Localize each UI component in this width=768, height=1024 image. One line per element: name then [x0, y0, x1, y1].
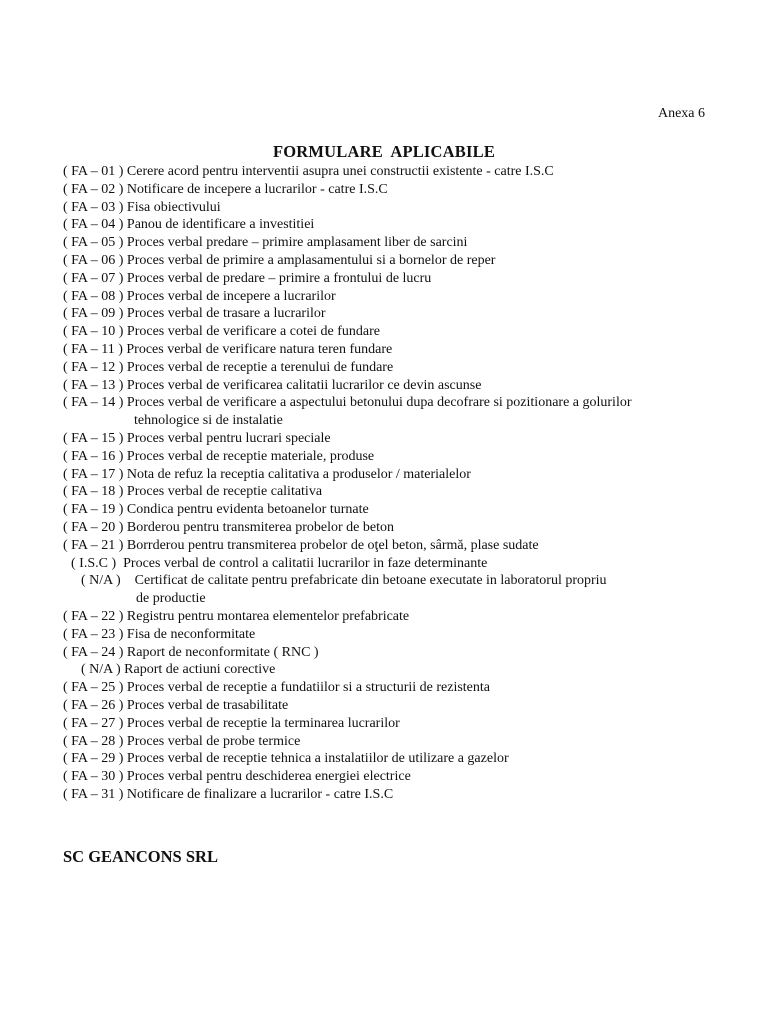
form-code: ( FA – 10 ) [63, 324, 127, 340]
list-item [63, 501, 743, 519]
form-title: Proces verbal predare – primire amplasament liber de sarcini [126, 235, 468, 251]
form-entry-row [63, 305, 743, 323]
form-entry-row [63, 377, 743, 395]
form-title: Proces verbal de verificare a cotei de fundare [126, 324, 380, 340]
form-code: ( FA – 25 ) [63, 680, 127, 696]
list-item [63, 323, 743, 341]
form-title: Proces verbal de verificare a aspectului betonului dupa decofrare si pozitionare a golurilor [126, 395, 632, 411]
list-item [63, 252, 743, 270]
form-title: Notificare de finalizare a lucrarilor - catre I.S.C [126, 786, 394, 802]
form-code: ( FA – 30 ) [63, 769, 127, 785]
form-entry-row [63, 216, 743, 234]
list-item [63, 359, 743, 377]
form-entry-row [63, 768, 743, 786]
list-item [63, 341, 743, 359]
form-title: Panou de identificare a investitiei [126, 217, 315, 233]
list-item [63, 537, 743, 555]
form-title: Borderou pentru transmiterea probelor de beton [126, 519, 394, 535]
form-title: Proces verbal de receptie materiale, produse [126, 448, 375, 464]
form-code: ( FA – 29 ) [63, 751, 127, 767]
form-code: ( FA – 05 ) [63, 235, 127, 251]
form-code: ( FA – 08 ) [63, 288, 127, 304]
form-title: Borrderou pentru transmiterea probelor de oţel beton, sârmă, plase sudate [126, 537, 539, 553]
list-item [63, 786, 743, 804]
form-code: ( FA – 01 ) [63, 164, 127, 179]
list-item [63, 181, 743, 199]
form-code: ( FA – 28 ) [63, 733, 127, 749]
form-title: Raport de actiuni corective [124, 662, 276, 678]
annex-label: Anexa 6 [657, 106, 705, 121]
form-title: Fisa obiectivului [126, 199, 221, 215]
form-entry-row [63, 501, 743, 519]
form-entry-row [63, 679, 743, 697]
list-item [63, 572, 743, 608]
form-title: Notificare de incepere a lucrarilor - catre I.S.C [126, 181, 388, 197]
form-code: ( N/A ) [81, 573, 135, 589]
form-code: ( N/A ) [81, 662, 125, 678]
form-entry-row [63, 483, 743, 501]
list-item [63, 697, 743, 715]
form-entry-row [63, 234, 743, 252]
form-code: ( FA – 16 ) [63, 448, 127, 464]
form-title: Proces verbal de primire a amplasamentului si a bornelor de reper [126, 252, 496, 268]
form-code: ( FA – 22 ) [63, 608, 127, 624]
form-entry-row [63, 608, 743, 626]
form-title: Proces verbal de incepere a lucrarilor [126, 288, 336, 304]
form-code: ( I.S.C ) [71, 555, 124, 571]
form-title: Fisa de neconformitate [126, 626, 256, 642]
form-title: Cerere acord pentru interventii asupra unei constructii existente - catre I.S.C [126, 164, 554, 179]
list-item [63, 626, 743, 644]
form-title: Proces verbal de trasare a lucrarilor [126, 306, 326, 322]
form-entry-row [63, 715, 743, 733]
form-code: ( FA – 09 ) [63, 306, 127, 322]
list-item [63, 270, 743, 288]
form-code: ( FA – 24 ) [63, 644, 127, 660]
form-title: Proces verbal de receptie a terenului de fundare [126, 359, 394, 375]
form-code: ( FA – 21 ) [63, 537, 127, 553]
form-title: Proces verbal de probe termice [126, 733, 301, 749]
list-item [63, 288, 743, 306]
list-item [63, 377, 743, 395]
list-item [63, 555, 743, 573]
form-code: ( FA – 02 ) [63, 181, 127, 197]
list-item [63, 644, 743, 662]
form-entry-row [63, 270, 743, 288]
form-title: Condica pentru evidenta betoanelor turnate [126, 502, 369, 518]
form-entry-row [63, 252, 743, 270]
list-item [63, 768, 743, 786]
form-title-continuation: tehnologice si de instalatie [134, 413, 283, 429]
form-title: Proces verbal pentru lucrari speciale [126, 430, 331, 446]
form-entry-row [63, 448, 743, 466]
list-item [63, 519, 743, 537]
form-entry-row [63, 163, 743, 181]
form-title: Proces verbal pentru deschiderea energiei electrice [126, 769, 411, 785]
list-item [63, 661, 743, 679]
form-entry-row [63, 519, 743, 537]
form-title: Proces verbal de receptie a fundatiilor si a structurii de rezistenta [126, 680, 490, 696]
list-item [63, 394, 743, 430]
form-title: Proces verbal de receptie calitativa [126, 484, 323, 500]
form-entry-row [63, 786, 743, 804]
form-entry-row [63, 181, 743, 199]
form-code: ( FA – 23 ) [63, 626, 127, 642]
form-title: Proces verbal de trasabilitate [126, 697, 289, 713]
form-entry-row [63, 288, 743, 306]
form-title: Registru pentru montarea elementelor prefabricate [126, 608, 410, 624]
list-item [63, 216, 743, 234]
form-code: ( FA – 06 ) [63, 252, 127, 268]
list-item [63, 750, 743, 768]
list-item [63, 466, 743, 484]
form-code: ( FA – 04 ) [63, 217, 127, 233]
form-code: ( FA – 31 ) [63, 786, 127, 802]
list-item [63, 430, 743, 448]
form-entry-row [63, 394, 743, 412]
form-code: ( FA – 20 ) [63, 519, 127, 535]
form-code: ( FA – 19 ) [63, 502, 127, 518]
form-code: ( FA – 03 ) [63, 199, 127, 215]
form-code: ( FA – 12 ) [63, 359, 127, 375]
form-title: Proces verbal de verificarea calitatii lucrarilor ce devin ascunse [126, 377, 482, 393]
form-code: ( FA – 13 ) [63, 377, 127, 393]
form-code: ( FA – 18 ) [63, 484, 127, 500]
form-entry-row [63, 555, 743, 573]
form-title: Proces verbal de receptie la terminarea lucrarilor [126, 715, 400, 731]
form-entry-row [63, 537, 743, 555]
form-code: ( FA – 26 ) [63, 697, 127, 713]
list-item [63, 733, 743, 751]
form-entry-row [63, 750, 743, 768]
form-code: ( FA – 15 ) [63, 430, 127, 446]
form-title: Raport de neconformitate ( RNC ) [126, 644, 319, 660]
form-title: Proces verbal de receptie tehnica a instalatiilor de utilizare a gazelor [126, 751, 509, 767]
form-entry-row [63, 644, 743, 662]
form-entry-row [63, 697, 743, 715]
form-entry-row [63, 733, 743, 751]
list-item [63, 448, 743, 466]
form-code: ( FA – 27 ) [63, 715, 127, 731]
form-title: Proces verbal de verificare natura teren fundare [126, 341, 393, 357]
form-title: Proces verbal de control a calitatii lucrarilor in faze determinante [123, 555, 488, 571]
form-title: Certificat de calitate pentru prefabricate din betoane executate in laboratorul propriu [134, 573, 607, 589]
form-entry-row [63, 359, 743, 377]
list-item [63, 715, 743, 733]
list-item [63, 305, 743, 323]
form-entry-row [63, 430, 743, 448]
form-title: Nota de refuz la receptia calitativa a produselor / materialelor [126, 466, 471, 482]
form-entry-row [63, 626, 743, 644]
form-code: ( FA – 11 ) [63, 341, 127, 357]
form-code: ( FA – 17 ) [63, 466, 127, 482]
list-item [63, 608, 743, 626]
form-code: ( FA – 07 ) [63, 270, 127, 286]
form-entry-row [63, 661, 743, 679]
form-entry-row [63, 341, 743, 359]
company-name: SC GEANCONS SRL [63, 847, 218, 866]
list-item [63, 199, 743, 217]
list-item [63, 483, 743, 501]
list-item [63, 679, 743, 697]
list-item [63, 163, 743, 181]
document-title: FORMULARE APLICABILE [272, 142, 496, 161]
form-code: ( FA – 14 ) [63, 395, 127, 411]
list-item [63, 234, 743, 252]
form-entry-row [63, 466, 743, 484]
form-title-continuation: de productie [136, 591, 206, 607]
form-entry-row [63, 199, 743, 217]
form-entry-row [63, 323, 743, 341]
forms-list [63, 163, 743, 804]
form-entry-row [63, 572, 743, 590]
form-title: Proces verbal de predare – primire a frontului de lucru [126, 270, 432, 286]
